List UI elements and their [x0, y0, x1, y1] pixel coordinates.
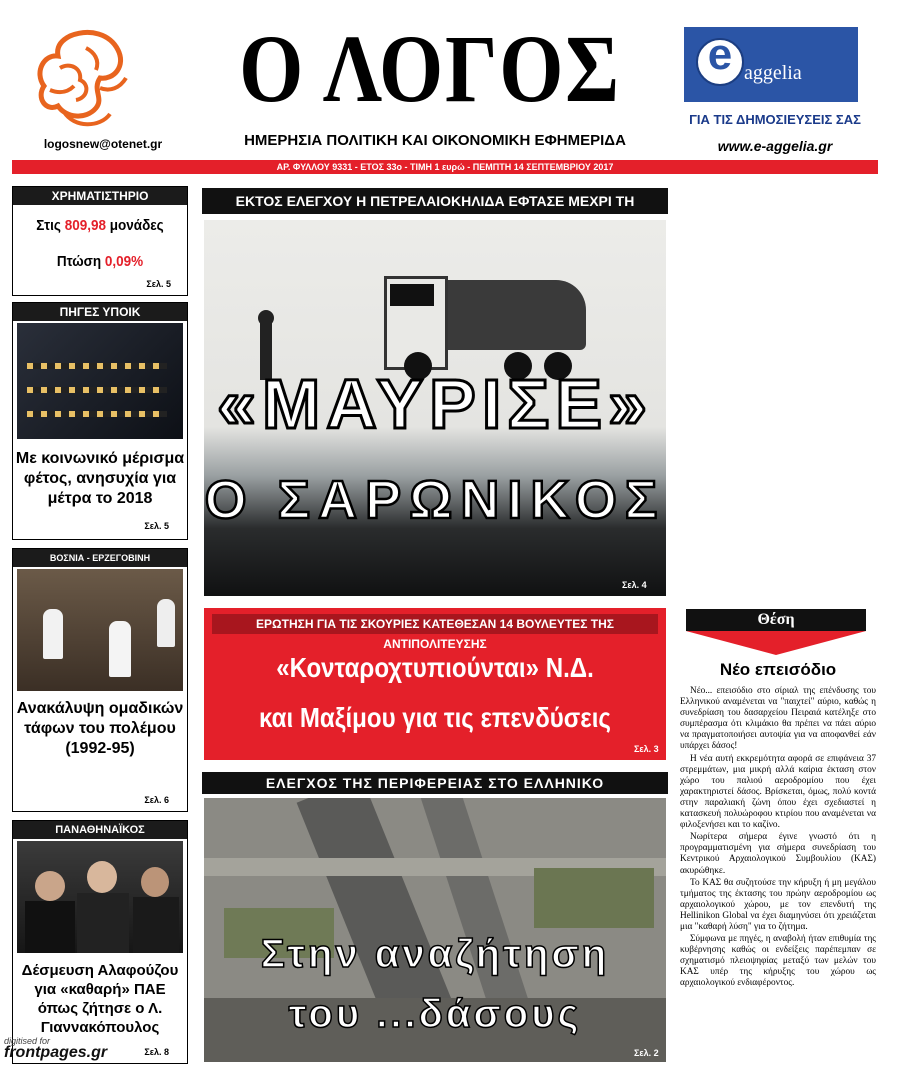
page-ref: Σελ. 2: [634, 1048, 659, 1058]
editorial-paragraph: Σύμφωνα με πηγές, η αναβολή ήταν επιθυμία της κυβέρνησης καθώς οι ενδείξεις παρέπεμπαν σε σχηματισμό πλειοψηφίας μεταξύ των μελών του ΚΑΣ υπέρ της κήρυξης του χώρου ως αρχαιολογικού ενδιαφέροντος.: [680, 934, 876, 989]
story-pao-head: ΠΑΝΑΘΗΝΑΪΚΟΣ: [13, 821, 187, 839]
sources-headline: Με κοινωνικό μέρισμα φέτος, ανησυχία για μέτρα το 2018: [15, 450, 185, 507]
editorial-arrow-icon: [686, 631, 866, 655]
bosnia-headline: Ανακάλυψη ομαδικών τάφων του πολέμου (1992-95): [16, 700, 184, 757]
lead-headline-1: «ΜΑΥΡΙΣΕ»: [217, 365, 653, 443]
editorial-paragraph: Νωρίτερα σήμερα έγινε γνωστό ότι η προγραμματισμένη για σήμερα συνεδρίαση του Κεντρικού Αρχαιολογικού Συμβουλίου (ΚΑΣ) ακυρώθηκε.: [680, 832, 876, 876]
pao-headline: Δέσμευση Αλαφούζου για «καθαρή» ΠΑΕ όπως ζήτησε ο Λ. Γιαννακόπουλος: [21, 962, 179, 1036]
page-ref: Σελ. 6: [144, 795, 169, 805]
story-pao-box[interactable]: [12, 820, 188, 1064]
stock-index-value: 809,98: [64, 217, 107, 234]
editorial-paragraph: Το ΚΑΣ θα συζητούσε την κήρυξη ή μη μεγάλου τμήματος της έκτασης του πρώην αεροδρομίου ως αρχαιολογικού χώρου, με τον επενδυτή της Hellinikon Global να έχει διαμηνύσει ότι χρειάζεται μια "καθαρή λύση" για το ζήτημα.: [680, 877, 876, 932]
newspaper-email[interactable]: logosnew@otenet.gr: [43, 137, 163, 151]
page-ref: Σελ. 5: [144, 521, 169, 531]
sources-photo: [17, 323, 183, 439]
stock-index-line: [22, 217, 179, 234]
page-ref: Σελ. 3: [634, 744, 659, 754]
story-bosnia-head: ΒΟΣΝΙΑ - ΕΡΖΕΓΟΒΙΝΗ: [13, 549, 187, 567]
watermark-site[interactable]: frontpages.gr: [4, 1044, 108, 1061]
ad-logo-letter: e: [707, 30, 733, 79]
second-kicker: ΕΡΩΤΗΣΗ ΓΙΑ ΤΙΣ ΣΚΟΥΡΙΕΣ ΚΑΤΕΘΕΣΑΝ 14 ΒΟΥΛΕΥΤΕΣ ΤΗΣ ΑΝΤΙΠΟΛΙΤΕΥΣΗΣ: [212, 614, 658, 634]
story-sources-head: ΠΗΓΕΣ ΥΠΟΙΚ: [13, 303, 187, 321]
editorial-body: [680, 686, 876, 991]
third-kicker: ΕΛΕΓΧΟΣ ΤΗΣ ΠΕΡΙΦΕΡΕΙΑΣ ΣΤΟ ΕΛΛΗΝΙΚΟ: [202, 772, 668, 794]
page-ref: Σελ. 4: [622, 580, 647, 590]
page-ref: Σελ. 5: [146, 279, 171, 289]
lead-kicker: ΕΚΤΟΣ ΕΛΕΓΧΟΥ Η ΠΕΤΡΕΛΑΙΟΚΗΛΙΔΑ ΕΦΤΑΣΕ ΜΕΧΡΙ ΤΗ: [202, 188, 668, 214]
stock-exchange-box[interactable]: [12, 186, 188, 296]
second-headline-1: «Κονταροχτυπιούνται» Ν.Δ.: [276, 652, 594, 683]
story-bosnia-box[interactable]: [12, 548, 188, 812]
stock-index-pre: Στις: [36, 217, 61, 234]
stock-change-pre: Πτώση: [56, 253, 102, 270]
newspaper-logo-illustration: [30, 28, 140, 133]
watermark-small: digitised for: [4, 1036, 51, 1046]
editorial-title: Νέο επεισόδιο: [719, 660, 837, 679]
third-headline-1: Στην αναζήτηση: [260, 932, 610, 976]
stock-change-line: [22, 253, 179, 270]
issue-info: ΑΡ. ΦΥΛΛΟΥ 9331 - ΕΤΟΣ 33ο - ΤΙΜΗ 1 ευρώ - ΠΕΜΠΤΗ 14 ΣΕΠΤΕΜΒΡΙΟΥ 2017: [276, 162, 614, 172]
stock-exchange-head: ΧΡΗΜΑΤΙΣΤΗΡΙΟ: [13, 187, 187, 205]
page-ref: Σελ. 8: [144, 1047, 169, 1057]
editorial-head: Θέση: [686, 609, 866, 631]
newspaper-subtitle: ΗΜΕΡΗΣΙΑ ΠΟΛΙΤΙΚΗ ΚΑΙ ΟΙΚΟΝΟΜΙΚΗ ΕΦΗΜΕΡΙΔΑ: [244, 132, 626, 149]
pao-photo: [17, 841, 183, 953]
lead-headline-2: Ο ΣΑΡΩΝΙΚΟΣ: [204, 470, 666, 530]
editorial-paragraph: Νέο... επεισόδιο στο σίριαλ της επένδυσης του Ελληνικού αναμένεται να "παιχτεί" αύριο, καθώς η συνεδρίαση του δασαρχείου Πειραιά κατέληξε στο συμπέρασμα ότι κλιμάκιο θα πρέπει να πάει αύριο να πραγματοποιήσει αυτοψία για να αποφανθεί εάν υπάρχει δάσος!: [680, 686, 876, 752]
newspaper-title: Ο ΛΟΓΟΣ: [239, 15, 621, 122]
third-headline-2: του ...δάσους: [288, 992, 582, 1036]
bosnia-photo: [17, 569, 183, 691]
story-sources-box[interactable]: [12, 302, 188, 540]
second-headline-2: και Μαξίμου για τις επενδύσεις: [259, 702, 611, 733]
stock-index-post: μονάδες: [109, 217, 164, 234]
ad-tagline: ΓΙΑ ΤΙΣ ΔΗΜΟΣΙΕΥΣΕΙΣ ΣΑΣ: [689, 112, 861, 127]
ad-url-link[interactable]: www.e-aggelia.gr: [717, 138, 833, 154]
stock-change-value: 0,09%: [104, 253, 144, 270]
ad-brand-name: aggelia: [744, 62, 802, 84]
editorial-paragraph: Η νέα αυτή εκκρεμότητα αφορά σε επιφάνεια 37 στρεμμάτων, μια μικρή αλλά καίρια έκταση στον χώρο του παλιού αεροδρομίου που έχει χαρακτηριστεί δάσος. Βρίσκεται, όμως, πολύ κοντά στην παραλιακή ζώνη όπου έχει σχεδιαστεί η κατασκευή πολυώροφου κτιρίου που αναμένεται να φιλοξενήσει και το καζίνο.: [680, 753, 876, 831]
